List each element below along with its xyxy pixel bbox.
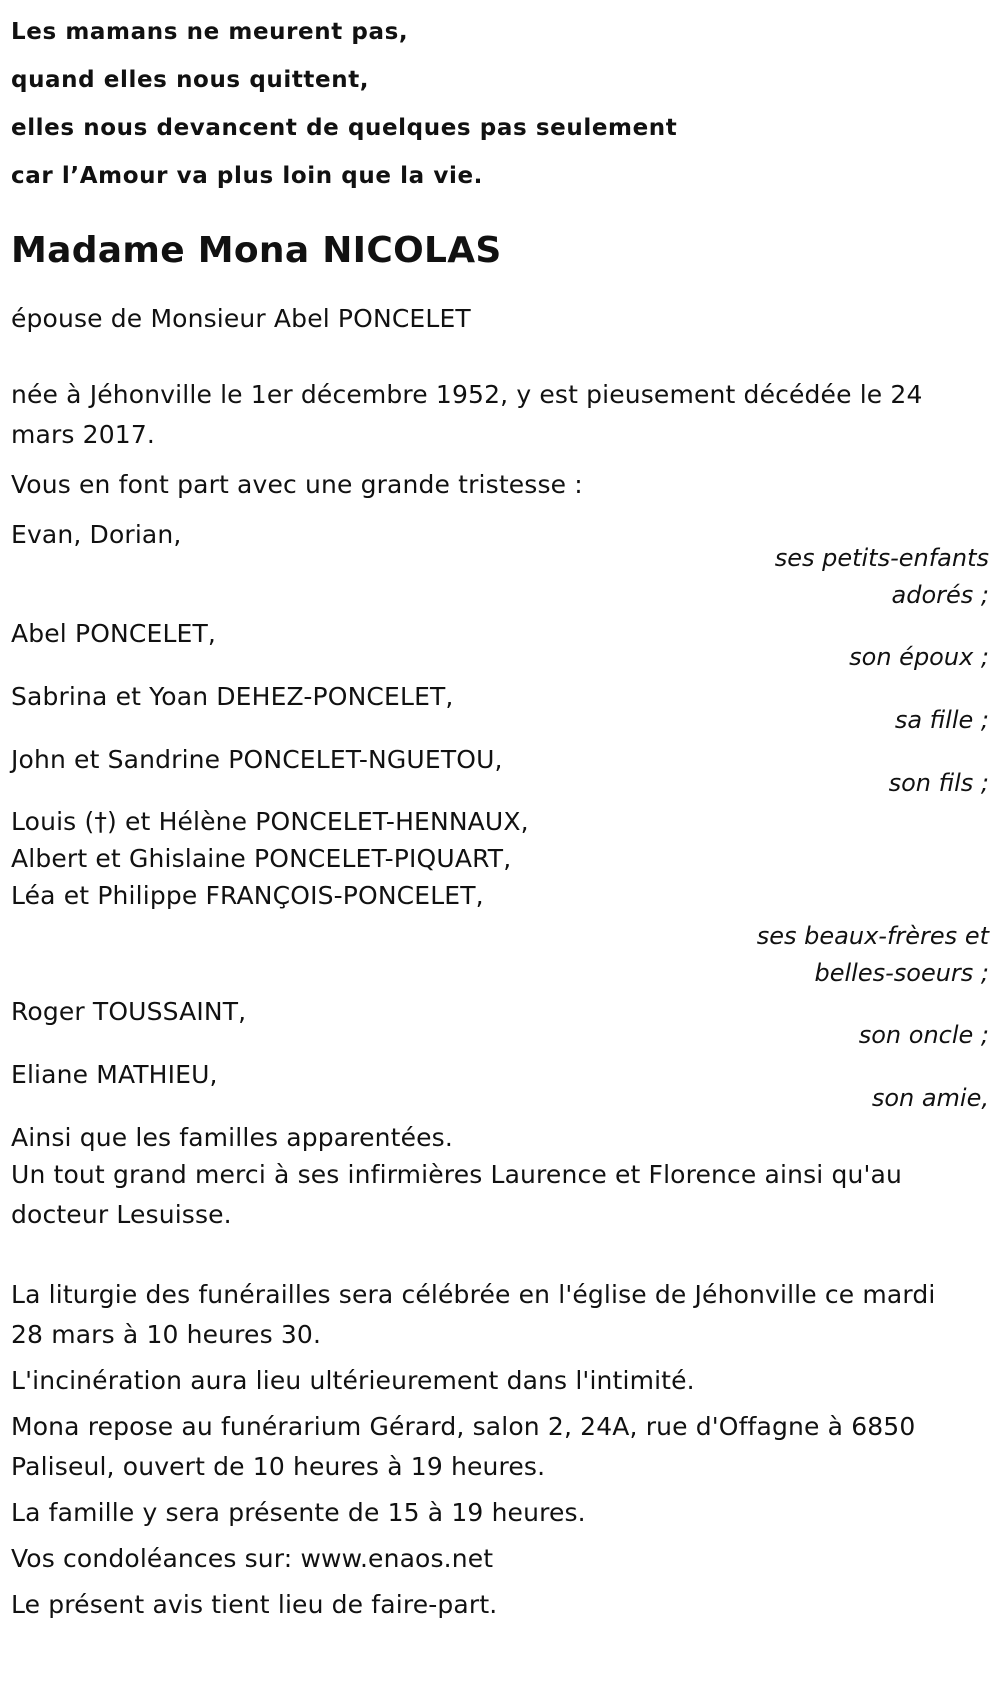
family-relation: son fils ; (888, 769, 989, 797)
ceremony-line: Mona repose au funérarium Gérard, salon 2, 24A, rue d'Offagne à 6850 Paliseul, ouvert de 10 heures à 19 heures. (11, 1412, 916, 1481)
relation-line: belles-soeurs ; (814, 959, 989, 987)
relation-line: adorés ; (891, 581, 989, 609)
poem-line: car l’Amour va plus loin que la vie. (11, 163, 483, 189)
family-names: Abel PONCELET, (11, 619, 216, 648)
family-relation: sa fille ; (894, 706, 989, 734)
deceased-name: Madame Mona NICOLAS (11, 230, 502, 271)
family-names: Léa et Philippe FRANÇOIS-PONCELET, (11, 881, 484, 910)
relation-line: ses beaux-frères et (756, 922, 989, 950)
families-line: Ainsi que les familles apparentées. (11, 1123, 453, 1152)
announcement-line: Vous en font part avec une grande tristesse : (11, 470, 583, 499)
family-names: Evan, Dorian, (11, 520, 182, 549)
spouse-line: épouse de Monsieur Abel PONCELET (11, 304, 471, 333)
family-relation: son oncle ; (858, 1021, 989, 1049)
family-names: Roger TOUSSAINT, (11, 997, 247, 1026)
death-notice (0, 8, 1000, 1693)
family-names: Eliane MATHIEU, (11, 1060, 218, 1089)
opening-poem (11, 8, 1000, 200)
poem-line: quand elles nous quittent, (11, 67, 370, 93)
family-relation: son amie, (871, 1084, 989, 1112)
relation-line: ses petits-enfants (774, 544, 989, 572)
family-names: Albert et Ghislaine PONCELET-PIQUART, (11, 844, 512, 873)
condolences-line: Vos condoléances sur: www.enaos.net (11, 1544, 494, 1573)
poem-line: Les mamans ne meurent pas, (11, 19, 409, 45)
family-names: John et Sandrine PONCELET-NGUETOU, (11, 745, 503, 774)
notice-line: Le présent avis tient lieu de faire-part. (11, 1590, 498, 1619)
birth-death-line: née à Jéhonville le 1er décembre 1952, y est pieusement décédée le 24 mars 2017. (11, 380, 923, 449)
ceremony-line: La famille y sera présente de 15 à 19 heures. (11, 1498, 586, 1527)
family-names: Sabrina et Yoan DEHEZ-PONCELET, (11, 682, 454, 711)
ceremony-line: L'incinération aura lieu ultérieurement dans l'intimité. (11, 1366, 695, 1395)
family-relation (11, 916, 989, 993)
ceremony-line: La liturgie des funérailles sera célébrée en l'église de Jéhonville ce mardi 28 mars à 10 heures 30. (11, 1280, 936, 1349)
thanks-line: Un tout grand merci à ses infirmières Laurence et Florence ainsi qu'au docteur Lesuisse. (11, 1160, 902, 1229)
family-relation: son époux ; (849, 643, 989, 671)
poem-line: elles nous devancent de quelques pas seulement (11, 115, 678, 141)
family-names: Louis (†) et Hélène PONCELET-HENNAUX, (11, 807, 529, 836)
